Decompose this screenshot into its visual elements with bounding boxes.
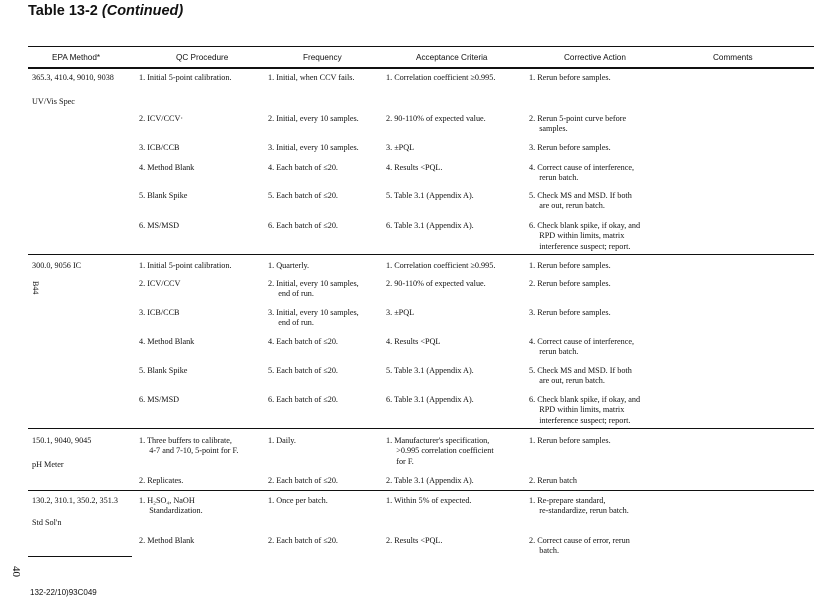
qc-procedure: 2. ICV/CCV [139, 279, 181, 288]
qc-procedure: 4. Method Blank [139, 337, 195, 346]
acceptance-criteria: 6. Table 3.1 (Appendix A). [386, 395, 474, 404]
col-header-qc: QC Procedure [176, 53, 229, 62]
acceptance-criteria: 4. Results <PQL [386, 337, 441, 346]
acceptance-criteria: 2. Results <PQL. [386, 536, 443, 545]
section-rule [28, 490, 814, 491]
epa-method: 130.2, 310.1, 350.2, 351.3 [32, 496, 118, 505]
qc-procedure: 1. Initial 5-point calibration. [139, 261, 232, 270]
table-title: Table 13-2 (Continued) [28, 3, 184, 19]
header-top-rule [28, 46, 814, 47]
frequency: 1. Once per batch. [268, 496, 328, 505]
acceptance-criteria: 1. Within 5% of expected. [386, 496, 472, 505]
corrective-action: 3. Rerun before samples. [529, 143, 611, 152]
corrective-action: 5. Check MS and MSD. If both are out, rerun batch. [529, 191, 632, 211]
corrective-action: 2. Rerun before samples. [529, 279, 611, 288]
section-rule [28, 428, 814, 429]
corrective-action: 2. Rerun batch [529, 476, 577, 485]
qc-procedure: 6. MS/MSD [139, 221, 180, 230]
col-header-acceptance: Acceptance Criteria [416, 53, 488, 62]
col-header-comments: Comments [713, 53, 753, 62]
acceptance-criteria: 6. Table 3.1 (Appendix A). [386, 221, 474, 230]
epa-method: 300.0, 9056 IC [32, 261, 82, 270]
corrective-action: 2. Rerun 5-point curve before samples. [529, 114, 627, 134]
corrective-action: 3. Rerun before samples. [529, 308, 611, 317]
acceptance-criteria: 5. Table 3.1 (Appendix A). [386, 191, 474, 200]
frequency: 2. Initial, every 10 samples. [268, 114, 359, 123]
epa-method: 365.3, 410.4, 9010, 9038 [32, 73, 114, 82]
page-number: 40 [10, 566, 22, 577]
acceptance-criteria: 3. ±PQL [386, 143, 415, 152]
frequency: 5. Each batch of ≤20. [268, 191, 338, 200]
header-bottom-rule [28, 67, 814, 69]
corrective-action: 2. Correct cause of error, rerun batch. [529, 536, 630, 556]
qc-procedure: 5. Blank Spike [139, 366, 188, 375]
frequency: 1. Quarterly. [268, 261, 310, 270]
acceptance-criteria: 5. Table 3.1 (Appendix A). [386, 366, 474, 375]
instrument-label: UV/Vis Spec [32, 97, 75, 106]
footer-rule [28, 556, 132, 557]
frequency: 3. Initial, every 10 samples. [268, 143, 359, 152]
acceptance-criteria: 2. Table 3.1 (Appendix A). [386, 476, 474, 485]
qc-procedure: 2. Method Blank [139, 536, 195, 545]
corrective-action: 6. Check blank spike, if okay, and RPD within limits, matrix interference suspect; report. [529, 395, 641, 425]
qc-procedure: 1. Initial 5-point calibration. [139, 73, 232, 82]
frequency: 2. Each batch of ≤20. [268, 536, 338, 545]
acceptance-criteria: 2. 90-110% of expected value. [386, 114, 486, 123]
frequency: 2. Each batch of ≤20. [268, 476, 338, 485]
acceptance-criteria: 1. Correlation coefficient ≥0.995. [386, 73, 496, 82]
instrument-label: Std Sol'n [32, 518, 62, 527]
qc-procedure: 4. Method Blank [139, 163, 195, 172]
frequency: 3. Initial, every 10 samples, end of run. [268, 308, 359, 328]
corrective-action: 1. Rerun before samples. [529, 261, 611, 270]
corrective-action: 4. Correct cause of interference, rerun batch. [529, 337, 635, 357]
qc-procedure: 5. Blank Spike [139, 191, 188, 200]
frequency: 1. Initial, when CCV fails. [268, 73, 355, 82]
qc-procedure: 3. ICB/CCB [139, 143, 180, 152]
epa-method: 150.1, 9040, 9045 [32, 436, 92, 445]
frequency: 2. Initial, every 10 samples, end of run. [268, 279, 359, 299]
corrective-action: 6. Check blank spike, if okay, and RPD within limits, matrix interference suspect; report. [529, 221, 641, 251]
section-rule [28, 254, 814, 255]
qc-procedure: 1. Three buffers to calibrate, 4-7 and 7-10, 5-point for F. [139, 436, 239, 456]
acceptance-criteria: 3. ±PQL [386, 308, 415, 317]
frequency: 6. Each batch of ≤20. [268, 221, 338, 230]
frequency: 5. Each batch of ≤20. [268, 366, 338, 375]
acceptance-criteria: 1. Manufacturer's specification, >0.995 correlation coefficient for F. [386, 436, 494, 466]
qc-procedure: 2. Replicates. [139, 476, 184, 485]
frequency: 6. Each batch of ≤20. [268, 395, 338, 404]
acceptance-criteria: 1. Correlation coefficient ≥0.995. [386, 261, 496, 270]
corrective-action: 1. Rerun before samples. [529, 436, 611, 445]
col-header-method: EPA Method* [52, 53, 101, 62]
corrective-action: 1. Rerun before samples. [529, 73, 611, 82]
corrective-action: 5. Check MS and MSD. If both are out, rerun batch. [529, 366, 632, 386]
frequency: 1. Daily. [268, 436, 296, 445]
col-header-corrective: Corrective Action [564, 53, 626, 62]
corrective-action: 4. Correct cause of interference, rerun batch. [529, 163, 635, 183]
frequency: 4. Each batch of ≤20. [268, 163, 338, 172]
col-header-frequency: Frequency [303, 53, 342, 62]
instrument-label: pH Meter [32, 460, 64, 469]
qc-procedure: 2. ICV/CCV· [139, 114, 184, 123]
footer-code: 132-22/10)93C049 [30, 588, 97, 597]
frequency: 4. Each batch of ≤20. [268, 337, 338, 346]
qc-procedure: 1. H₂SO₄, NaOH Standardization. [139, 496, 203, 516]
acceptance-criteria: 2. 90-110% of expected value. [386, 279, 486, 288]
qc-procedure: 3. ICB/CCB [139, 308, 180, 317]
qc-procedure: 6. MS/MSD [139, 395, 180, 404]
corrective-action: 1. Re-prepare standard, re-standardize, rerun batch. [529, 496, 629, 516]
margin-mark: B44 [31, 281, 40, 295]
acceptance-criteria: 4. Results <PQL. [386, 163, 443, 172]
